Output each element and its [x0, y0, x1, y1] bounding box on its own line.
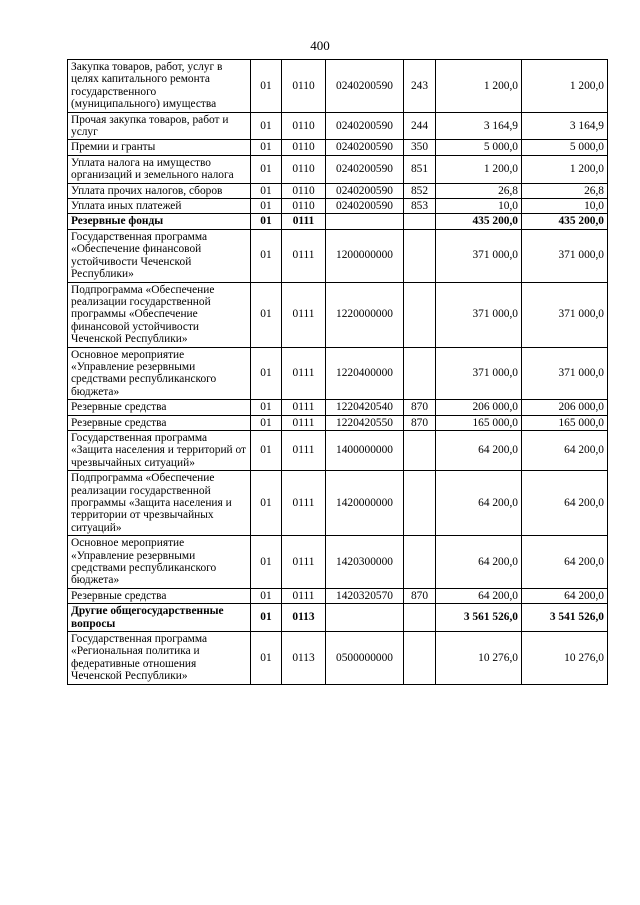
row-subsection-code: 0110: [282, 60, 326, 113]
row-target-article-code: 1200000000: [326, 229, 404, 282]
row-subsection-code: 0110: [282, 112, 326, 140]
row-section-code: 01: [251, 604, 282, 632]
row-amount-year2: 165 000,0: [522, 415, 608, 430]
row-subsection-code: 0111: [282, 214, 326, 229]
row-section-code: 01: [251, 282, 282, 347]
table-section-row: [68, 214, 608, 229]
row-section-code: 01: [251, 471, 282, 536]
row-amount-year2: 64 200,0: [522, 588, 608, 603]
row-subsection-code: 0110: [282, 183, 326, 198]
row-name: Подпрограмма «Обеспечение реализации государственной программы «Защита населения и территории от чрезвычайных ситуаций»: [68, 471, 251, 536]
row-amount-year1: 3 561 526,0: [436, 604, 522, 632]
row-amount-year1: 1 200,0: [436, 60, 522, 113]
row-target-article-code: 1220420540: [326, 400, 404, 415]
row-target-article-code: [326, 604, 404, 632]
row-amount-year2: 371 000,0: [522, 282, 608, 347]
table-row: [68, 400, 608, 415]
row-subsection-code: 0111: [282, 415, 326, 430]
row-amount-year2: 3 541 526,0: [522, 604, 608, 632]
row-expense-type-code: [404, 604, 436, 632]
row-name: Уплата прочих налогов, сборов: [68, 183, 251, 198]
row-name: Государственная программа «Защита населения и территорий от чрезвычайных ситуаций»: [68, 430, 251, 470]
row-section-code: 01: [251, 588, 282, 603]
row-subsection-code: 0113: [282, 632, 326, 685]
row-name: Резервные средства: [68, 588, 251, 603]
row-amount-year1: 206 000,0: [436, 400, 522, 415]
row-section-code: 01: [251, 229, 282, 282]
row-target-article-code: [326, 214, 404, 229]
row-amount-year2: 64 200,0: [522, 536, 608, 589]
row-amount-year1: 371 000,0: [436, 282, 522, 347]
row-section-code: 01: [251, 183, 282, 198]
row-amount-year2: 64 200,0: [522, 471, 608, 536]
row-amount-year2: 10 276,0: [522, 632, 608, 685]
row-section-code: 01: [251, 400, 282, 415]
row-name: Прочая закупка товаров, работ и услуг: [68, 112, 251, 140]
table-row: [68, 632, 608, 685]
row-subsection-code: 0110: [282, 155, 326, 183]
row-expense-type-code: 244: [404, 112, 436, 140]
row-subsection-code: 0111: [282, 471, 326, 536]
row-subsection-code: 0111: [282, 430, 326, 470]
row-amount-year2: 206 000,0: [522, 400, 608, 415]
table-row: [68, 229, 608, 282]
row-name: Основное мероприятие «Управление резервными средствами республиканского бюджета»: [68, 536, 251, 589]
row-amount-year1: 5 000,0: [436, 140, 522, 155]
table-section-row: [68, 604, 608, 632]
row-amount-year2: 5 000,0: [522, 140, 608, 155]
row-amount-year2: 371 000,0: [522, 347, 608, 400]
row-amount-year1: 64 200,0: [436, 588, 522, 603]
row-amount-year1: 435 200,0: [436, 214, 522, 229]
row-section-code: 01: [251, 632, 282, 685]
budget-table: [67, 59, 608, 685]
row-amount-year1: 10,0: [436, 199, 522, 214]
row-amount-year1: 371 000,0: [436, 229, 522, 282]
row-expense-type-code: [404, 214, 436, 229]
row-amount-year2: 1 200,0: [522, 155, 608, 183]
row-section-code: 01: [251, 536, 282, 589]
row-section-code: 01: [251, 140, 282, 155]
row-amount-year1: 64 200,0: [436, 471, 522, 536]
row-target-article-code: 0240200590: [326, 112, 404, 140]
table-row: [68, 60, 608, 113]
row-target-article-code: 1420000000: [326, 471, 404, 536]
row-expense-type-code: [404, 282, 436, 347]
row-expense-type-code: 870: [404, 400, 436, 415]
row-target-article-code: 0240200590: [326, 183, 404, 198]
row-expense-type-code: 243: [404, 60, 436, 113]
table-row: [68, 415, 608, 430]
row-subsection-code: 0111: [282, 588, 326, 603]
row-amount-year2: 10,0: [522, 199, 608, 214]
row-target-article-code: 0240200590: [326, 199, 404, 214]
row-name: Уплата налога на имущество организаций и земельного налога: [68, 155, 251, 183]
row-target-article-code: 0500000000: [326, 632, 404, 685]
row-subsection-code: 0111: [282, 536, 326, 589]
row-amount-year2: 64 200,0: [522, 430, 608, 470]
row-name: Основное мероприятие «Управление резервными средствами республиканского бюджета»: [68, 347, 251, 400]
table-row: [68, 430, 608, 470]
row-name: Премии и гранты: [68, 140, 251, 155]
row-amount-year2: 435 200,0: [522, 214, 608, 229]
table-row: [68, 471, 608, 536]
row-amount-year1: 64 200,0: [436, 430, 522, 470]
row-amount-year1: 1 200,0: [436, 155, 522, 183]
row-subsection-code: 0111: [282, 347, 326, 400]
row-amount-year1: 371 000,0: [436, 347, 522, 400]
row-expense-type-code: [404, 471, 436, 536]
table-row: [68, 282, 608, 347]
row-subsection-code: 0110: [282, 199, 326, 214]
row-expense-type-code: [404, 536, 436, 589]
table-row: [68, 155, 608, 183]
table-row: [68, 112, 608, 140]
table-row: [68, 536, 608, 589]
row-section-code: 01: [251, 60, 282, 113]
row-target-article-code: 1220400000: [326, 347, 404, 400]
row-target-article-code: 0240200590: [326, 155, 404, 183]
table-row: [68, 183, 608, 198]
row-amount-year2: 26,8: [522, 183, 608, 198]
row-section-code: 01: [251, 347, 282, 400]
row-section-code: 01: [251, 430, 282, 470]
table-row: [68, 347, 608, 400]
row-name: Подпрограмма «Обеспечение реализации государственной программы «Обеспечение финансовой устойчивости Чеченской Республики»: [68, 282, 251, 347]
row-name: Другие общегосударственные вопросы: [68, 604, 251, 632]
row-target-article-code: 0240200590: [326, 140, 404, 155]
row-amount-year1: 26,8: [436, 183, 522, 198]
row-name: Закупка товаров, работ, услуг в целях капитального ремонта государственного (муниципального) имущества: [68, 60, 251, 113]
row-amount-year2: 1 200,0: [522, 60, 608, 113]
row-section-code: 01: [251, 155, 282, 183]
row-name: Резервные средства: [68, 400, 251, 415]
row-amount-year2: 3 164,9: [522, 112, 608, 140]
page-number: 400: [310, 38, 330, 53]
row-name: Государственная программа «Обеспечение финансовой устойчивости Чеченской Республики»: [68, 229, 251, 282]
row-expense-type-code: 350: [404, 140, 436, 155]
budget-table-body: [68, 60, 608, 685]
table-row: [68, 588, 608, 603]
row-subsection-code: 0111: [282, 282, 326, 347]
row-target-article-code: 0240200590: [326, 60, 404, 113]
row-name: Резервные фонды: [68, 214, 251, 229]
row-expense-type-code: 852: [404, 183, 436, 198]
row-subsection-code: 0110: [282, 140, 326, 155]
row-expense-type-code: [404, 229, 436, 282]
table-row: [68, 140, 608, 155]
row-target-article-code: 1420300000: [326, 536, 404, 589]
row-target-article-code: 1420320570: [326, 588, 404, 603]
row-section-code: 01: [251, 112, 282, 140]
row-amount-year1: 64 200,0: [436, 536, 522, 589]
row-expense-type-code: [404, 430, 436, 470]
row-expense-type-code: 853: [404, 199, 436, 214]
row-name: Государственная программа «Региональная политика и федеративные отношения Чеченской Республики»: [68, 632, 251, 685]
row-expense-type-code: [404, 347, 436, 400]
row-subsection-code: 0111: [282, 400, 326, 415]
row-expense-type-code: 851: [404, 155, 436, 183]
row-section-code: 01: [251, 415, 282, 430]
row-name: Резервные средства: [68, 415, 251, 430]
row-expense-type-code: 870: [404, 415, 436, 430]
row-target-article-code: 1400000000: [326, 430, 404, 470]
row-section-code: 01: [251, 214, 282, 229]
row-expense-type-code: 870: [404, 588, 436, 603]
row-amount-year1: 10 276,0: [436, 632, 522, 685]
row-section-code: 01: [251, 199, 282, 214]
row-expense-type-code: [404, 632, 436, 685]
row-amount-year1: 165 000,0: [436, 415, 522, 430]
row-name: Уплата иных платежей: [68, 199, 251, 214]
table-row: [68, 199, 608, 214]
row-subsection-code: 0113: [282, 604, 326, 632]
row-amount-year2: 371 000,0: [522, 229, 608, 282]
row-subsection-code: 0111: [282, 229, 326, 282]
row-amount-year1: 3 164,9: [436, 112, 522, 140]
row-target-article-code: 1220000000: [326, 282, 404, 347]
row-target-article-code: 1220420550: [326, 415, 404, 430]
